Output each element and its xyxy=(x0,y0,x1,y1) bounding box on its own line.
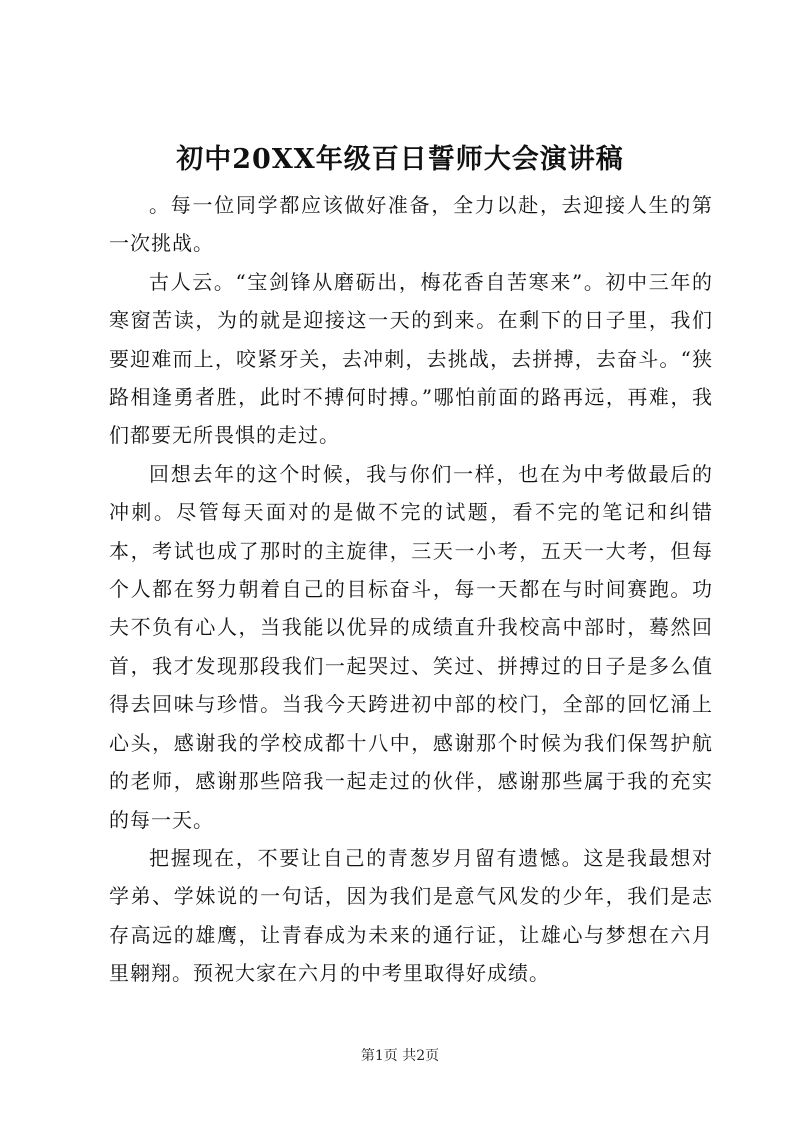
paragraph-1: 。每一位同学都应该做好准备，全力以赴，去迎接人生的第一次挑战。 xyxy=(109,193,713,256)
paragraph-3: 回想去年的这个时候，我与你们一样，也在为中考做最后的冲刺。尽管每天面对的是做不完的试题，看不完的笔记和纠错本，考试也成了那时的主旋律，三天一小考，五天一大考，但每个人都在努力朝着自己的目标奋斗，每一天都在与时间赛跑。功夫不负有心人，当我能以优异的成绩直升我校高中部时，蓦然回首，我才发现那段我们一起哭过、笑过、拼搏过的日子是多么值得去回味与珍惜。当我今天跨进初中部的校门，全部的回忆涌上心头，感谢我的学校成都十八中，感谢那个时候为我们保驾护航的老师，感谢那些陪我一起走过的伙伴，感谢那些属于我的充实的每一天。 xyxy=(109,461,713,832)
page-number-footer: 第1页 共2页 xyxy=(360,1048,440,1064)
paragraph-2: 古人云。“宝剑锋从磨砺出，梅花香自苦寒来”。初中三年的寒窗苦读，为的就是迎接这一天的到来。在剩下的日子里，我们要迎难而上，咬紧牙关，去冲刺，去挑战，去拼搏，去奋斗。“狭路相逢勇者胜，此时不搏何时搏。”哪怕前面的路再远，再难，我们都要无所畏惧的走过。 xyxy=(109,269,713,448)
document-body xyxy=(109,186,713,993)
document-title: 初中20XX年级百日誓师大会演讲稿 xyxy=(176,144,624,175)
paragraph-4: 把握现在，不要让自己的青葱岁月留有遗憾。这是我最想对学弟、学妹说的一句话，因为我们是意气风发的少年，我们是志存高远的雄鹰，让青春成为未来的通行证，让雄心与梦想在六月里翱翔。预祝大家在六月的中考里取得好成绩。 xyxy=(109,845,713,986)
